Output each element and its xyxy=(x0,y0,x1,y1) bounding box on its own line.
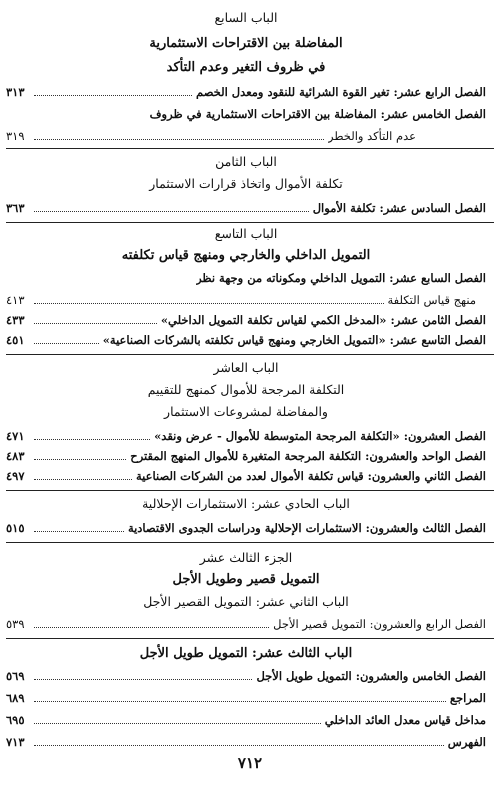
part-heading: الباب التاسع xyxy=(214,226,278,241)
leader-dots xyxy=(34,343,99,344)
toc-entry-title: الفصل السادس عشر: تكلفة الأموال xyxy=(312,201,486,215)
leader-dots xyxy=(34,459,126,460)
part-heading: الباب الثالث عشر: التمويل طويل الأجل xyxy=(139,646,353,661)
toc-entry-title: الفصل العشرون: «التكلفة المرجحة المتوسطة للأموال - عرض ونقد» xyxy=(154,429,486,443)
leader-dots xyxy=(34,679,252,680)
leader-dots xyxy=(34,723,321,724)
toc-page-number: ٥٦٩ xyxy=(6,669,25,683)
toc-entry-title: الفصل الثاني والعشرون: قياس تكلفة الأموال لعدد من الشركات الصناعية xyxy=(136,469,486,483)
toc-entry-ch16[interactable] xyxy=(6,198,486,218)
part-title: المفاضلة بين الاقتراحات الاستثمارية xyxy=(149,36,343,51)
toc-page-number: ٣٦٣ xyxy=(6,201,25,215)
toc-entry-title: الفصل الواحد والعشرون: التكلفة المرجحة المتغيرة للأموال المنهج المقترح xyxy=(130,449,486,463)
toc-page-number: ٣١٩ xyxy=(6,129,25,143)
toc-entry-title: الفصل الخامس والعشرون: التمويل طويل الأجل xyxy=(256,669,486,683)
toc-page-number: ٧١٣ xyxy=(6,735,25,749)
section-divider xyxy=(6,638,494,639)
toc-entry-title: الفصل الخامس عشر: المفاضلة بين الاقتراحات الاستثمارية في ظروف xyxy=(149,107,486,121)
toc-page-number: ٤١٣ xyxy=(6,293,25,307)
toc-page-number: ٤٣٣ xyxy=(6,313,25,327)
toc-entry-ch14[interactable] xyxy=(6,82,486,102)
toc-entry-title: مداخل قياس معدل العائد الداخلي xyxy=(324,713,486,727)
leader-dots xyxy=(34,439,150,440)
page-number: ٧١٢ xyxy=(237,754,263,772)
part-heading: الباب الحادي عشر: الاستثمارات الإحلالية xyxy=(142,496,350,511)
toc-entry-title: منهج قياس التكلفة xyxy=(387,293,476,307)
leader-dots xyxy=(34,627,269,628)
toc-entry-ch23[interactable] xyxy=(6,518,486,538)
toc-page-number: ٤٥١ xyxy=(6,333,25,347)
part-heading: الباب السابع xyxy=(214,10,278,25)
leader-dots xyxy=(34,531,124,532)
toc-entry-title: الفهرس xyxy=(447,735,486,749)
leader-dots xyxy=(34,211,309,212)
toc-page-number: ٤٧١ xyxy=(6,429,25,443)
toc-entry-ch15-line xyxy=(6,104,486,124)
toc-entry-title: الفصل السابع عشر: التمويل الداخلي ومكوناته من وجهة نظر xyxy=(196,271,486,285)
toc-entry-ch20[interactable] xyxy=(6,426,486,446)
toc-entry-ch25[interactable] xyxy=(6,666,486,686)
section-divider xyxy=(6,542,494,543)
leader-dots xyxy=(34,701,446,702)
toc-page-number: ٦٩٥ xyxy=(6,713,25,727)
part-heading: الباب العاشر xyxy=(213,360,279,375)
toc-entry-ch24[interactable] xyxy=(6,614,486,634)
toc-page-number: ٥١٥ xyxy=(6,521,25,535)
toc-entry-ch17[interactable] xyxy=(6,290,486,310)
part-title: في ظروف التغير وعدم التأكد xyxy=(166,60,326,75)
toc-entry-title: الفصل التاسع عشر: «التمويل الخارجي ومنهج قياس تكلفته بالشركات الصناعية» xyxy=(102,333,486,347)
toc-page-number: ٤٨٣ xyxy=(6,449,25,463)
leader-dots xyxy=(34,303,384,304)
toc-page-number: ٣١٣ xyxy=(6,85,25,99)
toc-entry-title: المراجع xyxy=(449,691,486,705)
part-heading: الباب الثاني عشر: التمويل القصير الأجل xyxy=(143,594,349,609)
toc-entry-references[interactable] xyxy=(6,688,486,708)
toc-entry-appendix[interactable] xyxy=(6,710,486,730)
toc-entry-title: الفصل الرابع عشر: تغير القوة الشرائية للنقود ومعدل الخصم xyxy=(196,85,486,99)
part-title: تكلفة الأموال واتخاذ قرارات الاستثمار xyxy=(149,176,343,191)
leader-dots xyxy=(34,95,192,96)
toc-entry-ch19[interactable] xyxy=(6,330,486,350)
toc-entry-ch21[interactable] xyxy=(6,446,486,466)
toc-entry-index[interactable] xyxy=(6,732,486,752)
section-divider xyxy=(6,148,494,149)
part-heading: الباب الثامن xyxy=(215,154,277,169)
toc-entry-ch17-line xyxy=(6,268,486,288)
part-title: التكلفة المرجحة للأموال كمنهج للتقييم xyxy=(147,382,345,397)
part-title: والمفاضلة لمشروعات الاستثمار xyxy=(164,404,328,419)
section-divider xyxy=(6,222,494,223)
section-divider xyxy=(6,354,494,355)
toc-entry-ch22[interactable] xyxy=(6,466,486,486)
toc-entry-ch18[interactable] xyxy=(6,310,486,330)
toc-page-number: ٥٣٩ xyxy=(6,617,25,631)
toc-page-number: ٦٨٩ xyxy=(6,691,25,705)
section-title: التمويل قصير وطويل الأجل xyxy=(172,572,320,587)
part-title: التمويل الداخلي والخارجي ومنهج قياس تكلفته xyxy=(121,248,371,263)
toc-entry-title: عدم التأكد والخطر xyxy=(328,129,416,143)
leader-dots xyxy=(34,323,157,324)
toc-entry-title: الفصل الثالث والعشرون: الاستثمارات الإحلالية ودراسات الجدوى الاقتصادية xyxy=(127,521,486,535)
leader-dots xyxy=(34,745,444,746)
leader-dots xyxy=(34,139,324,140)
section-divider xyxy=(6,490,494,491)
toc-entry-ch15[interactable] xyxy=(6,126,486,146)
toc-entry-title: الفصل الثامن عشر: «المدخل الكمي لقياس تكلفة التمويل الداخلي» xyxy=(160,313,486,327)
section-heading: الجزء الثالث عشر xyxy=(199,550,293,565)
toc-entry-title: الفصل الرابع والعشرون: التمويل قصير الأجل xyxy=(273,617,486,631)
toc-page-number: ٤٩٧ xyxy=(6,469,25,483)
leader-dots xyxy=(34,479,132,480)
